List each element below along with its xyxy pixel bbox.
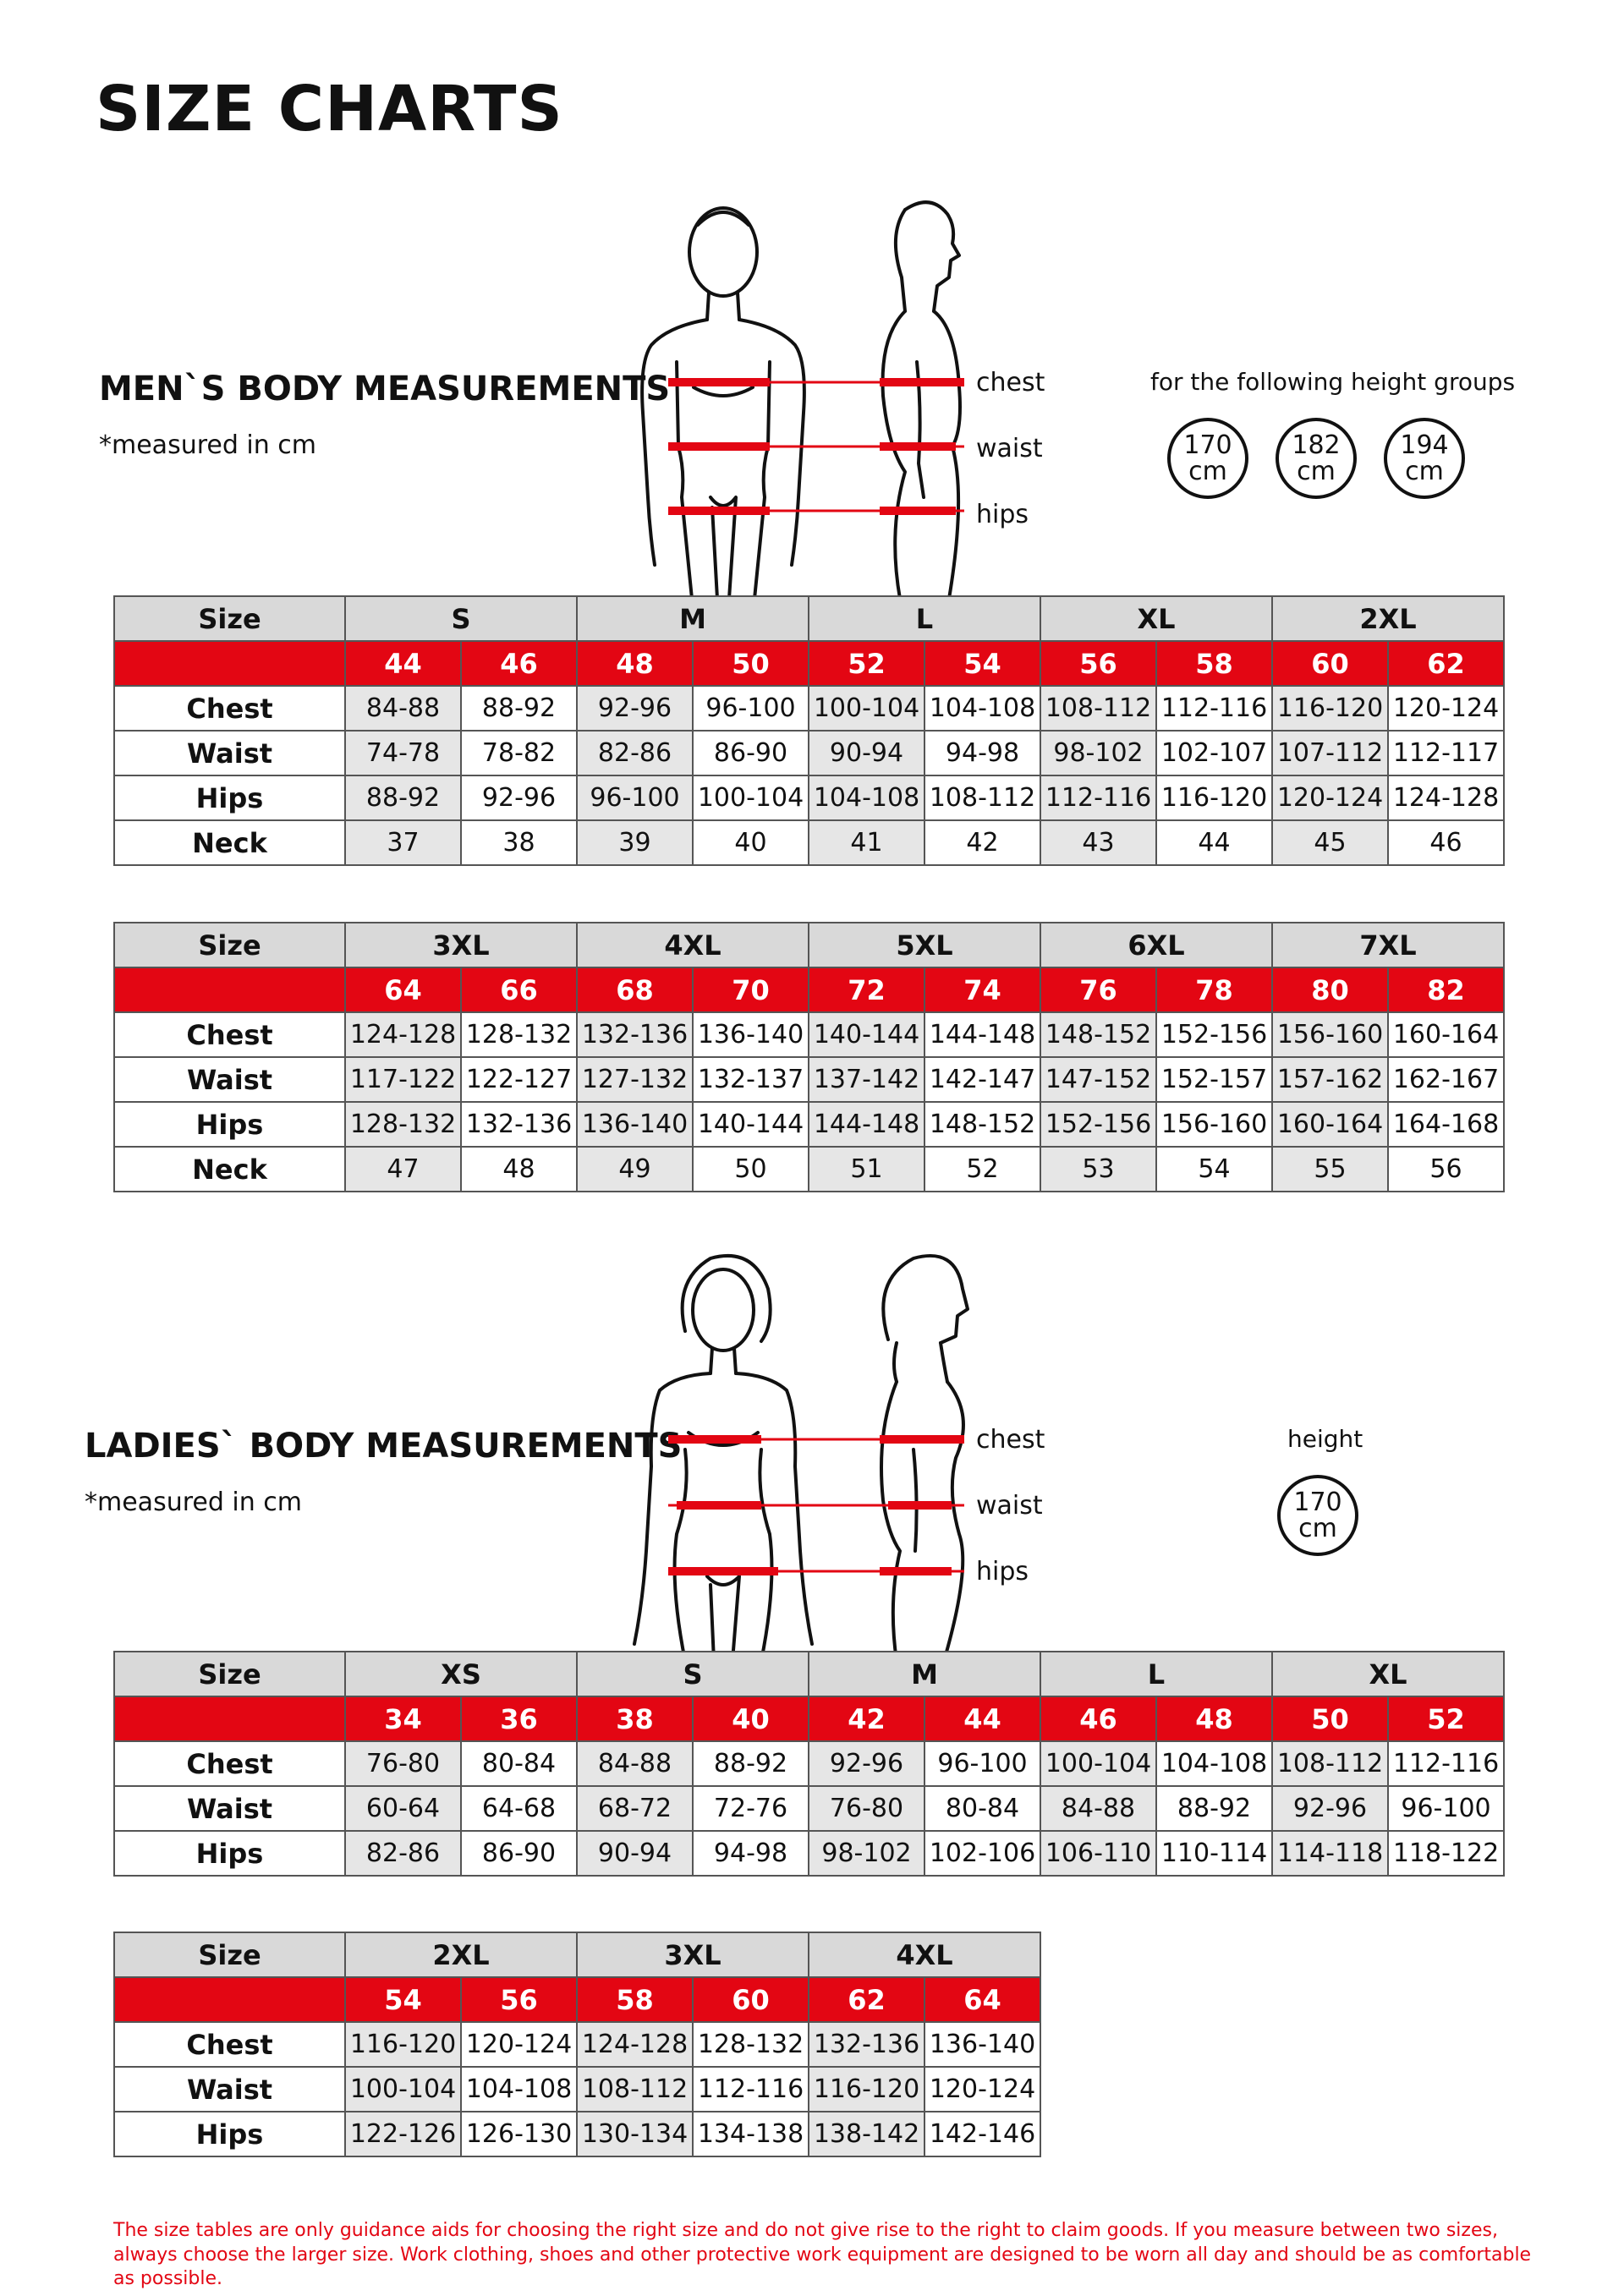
measurement-label: Chest [114,2022,345,2067]
size-number: 54 [924,641,1040,686]
height-badge [1277,1475,1358,1556]
size-group-header: 3XL [345,923,577,967]
size-number: 58 [577,1977,693,2022]
measurement-value: 148-152 [1040,1012,1156,1057]
size-group-header: 4XL [577,923,809,967]
measurement-value: 112-116 [1156,686,1272,731]
height-unit: cm [1297,457,1336,486]
measurement-label: Hips [114,1102,345,1147]
measurement-value: 136-140 [693,1012,809,1057]
measurement-value: 90-94 [577,1831,693,1876]
measurement-value: 124-128 [345,1012,461,1057]
measurement-value: 42 [924,820,1040,865]
measurement-value: 160-164 [1388,1012,1504,1057]
height-unit: cm [1405,457,1444,486]
measurement-value: 72-76 [693,1786,809,1831]
size-group-header: XL [1272,1652,1504,1696]
table-row [114,686,1504,731]
measurement-value: 84-88 [345,686,461,731]
measurement-value: 157-162 [1272,1057,1388,1102]
size-number: 54 [345,1977,461,2022]
measurement-value: 152-156 [1040,1102,1156,1147]
measurement-value: 112-116 [1388,1741,1504,1786]
size-number: 38 [577,1696,693,1741]
measurement-value: 164-168 [1388,1102,1504,1147]
size-group-header: L [809,596,1040,641]
height-value: 194 [1400,430,1449,460]
measurement-value: 100-104 [1040,1741,1156,1786]
size-number: 48 [577,641,693,686]
measurement-value: 117-122 [345,1057,461,1102]
measurement-value: 104-108 [1156,1741,1272,1786]
height-value: 170 [1293,1487,1342,1517]
size-number: 80 [1272,967,1388,1012]
measurement-value: 46 [1388,820,1504,865]
size-table [113,1932,1041,2157]
table-row [114,820,1504,865]
measurement-value: 92-96 [461,775,577,820]
measurement-value: 48 [461,1147,577,1192]
size-group-header: S [577,1652,809,1696]
table-row [114,2022,1040,2067]
size-group-header: M [577,596,809,641]
measurement-value: 140-144 [809,1012,924,1057]
measurement-label: Waist [114,2067,345,2112]
men-waist-label: waist [976,434,1043,463]
table-row [114,1057,1504,1102]
measurement-value: 142-146 [924,2112,1040,2156]
size-number: 34 [345,1696,461,1741]
measurement-value: 55 [1272,1147,1388,1192]
measurement-value: 108-112 [577,2067,693,2112]
size-header-label: Size [114,1932,345,1977]
measurement-value: 92-96 [1272,1786,1388,1831]
size-number: 64 [345,967,461,1012]
size-group-header: 3XL [577,1932,809,1977]
measurement-value: 160-164 [1272,1102,1388,1147]
measurement-value: 88-92 [461,686,577,731]
measurement-value: 84-88 [1040,1786,1156,1831]
measurement-value: 80-84 [924,1786,1040,1831]
measurement-value: 120-124 [1272,775,1388,820]
size-number: 48 [1156,1696,1272,1741]
table-row [114,1147,1504,1192]
measurement-value: 60-64 [345,1786,461,1831]
measurement-value: 82-86 [577,731,693,775]
measurement-value: 100-104 [693,775,809,820]
measurement-value: 122-127 [461,1057,577,1102]
ladies-measured-note: *measured in cm [85,1488,303,1517]
size-number: 76 [1040,967,1156,1012]
size-number: 56 [1040,641,1156,686]
measurement-label: Hips [114,2112,345,2156]
ladies-waist-label: waist [976,1491,1043,1521]
ladies-chest-label: chest [976,1425,1045,1455]
men-height-groups-title: for the following height groups [1150,368,1516,396]
measurement-value: 100-104 [345,2067,461,2112]
measurement-label: Waist [114,731,345,775]
measurement-value: 104-108 [809,775,924,820]
height-value: 170 [1183,430,1232,460]
table-row [114,1831,1504,1876]
size-number: 50 [693,641,809,686]
measurement-label: Hips [114,775,345,820]
measurement-value: 116-120 [809,2067,924,2112]
measurement-value: 76-80 [809,1786,924,1831]
measurement-value: 116-120 [1272,686,1388,731]
measurement-value: 96-100 [1388,1786,1504,1831]
page-title: SIZE CHARTS [96,73,563,145]
measurement-value: 136-140 [577,1102,693,1147]
size-group-header: 4XL [809,1932,1040,1977]
table-row [114,1786,1504,1831]
measurement-value: 128-132 [461,1012,577,1057]
measurement-label: Hips [114,1831,345,1876]
size-number: 68 [577,967,693,1012]
measurement-value: 37 [345,820,461,865]
measurement-value: 94-98 [693,1831,809,1876]
measurement-value: 162-167 [1388,1057,1504,1102]
measurement-value: 120-124 [924,2067,1040,2112]
measurement-value: 118-122 [1388,1831,1504,1876]
measurement-value: 128-132 [693,2022,809,2067]
measurement-label: Neck [114,820,345,865]
size-group-header: XS [345,1652,577,1696]
measurement-value: 94-98 [924,731,1040,775]
measurement-value: 108-112 [924,775,1040,820]
size-number: 44 [924,1696,1040,1741]
measurement-value: 142-147 [924,1057,1040,1102]
measurement-label: Waist [114,1057,345,1102]
measurement-value: 120-124 [1388,686,1504,731]
size-number: 70 [693,967,809,1012]
measurement-value: 88-92 [693,1741,809,1786]
measurement-value: 140-144 [693,1102,809,1147]
size-group-header: M [809,1652,1040,1696]
height-value: 182 [1292,430,1341,460]
measurement-value: 88-92 [1156,1786,1272,1831]
measurement-value: 39 [577,820,693,865]
measurement-value: 138-142 [809,2112,924,2156]
measurement-label: Chest [114,1741,345,1786]
measurement-value: 108-112 [1272,1741,1388,1786]
measurement-value: 44 [1156,820,1272,865]
measurement-value: 132-136 [809,2022,924,2067]
size-number: 50 [1272,1696,1388,1741]
measurement-value: 137-142 [809,1057,924,1102]
measurement-value: 148-152 [924,1102,1040,1147]
measurement-value: 128-132 [345,1102,461,1147]
measurement-value: 114-118 [1272,1831,1388,1876]
height-unit: cm [1298,1514,1337,1543]
table-row [114,2067,1040,2112]
measurement-value: 132-137 [693,1057,809,1102]
measurement-value: 40 [693,820,809,865]
size-group-header: 5XL [809,923,1040,967]
table-row [114,1741,1504,1786]
size-group-header: 6XL [1040,923,1272,967]
size-number: 36 [461,1696,577,1741]
measurement-value: 152-157 [1156,1057,1272,1102]
measurement-value: 107-112 [1272,731,1388,775]
measurement-value: 49 [577,1147,693,1192]
measurement-value: 120-124 [461,2022,577,2067]
measurement-value: 127-132 [577,1057,693,1102]
measurement-value: 96-100 [693,686,809,731]
measurement-value: 45 [1272,820,1388,865]
measurement-value: 64-68 [461,1786,577,1831]
measurement-value: 90-94 [809,731,924,775]
height-unit: cm [1188,457,1227,486]
measurement-value: 47 [345,1147,461,1192]
size-group-header: XL [1040,596,1272,641]
size-number-spacer [114,641,345,686]
measurement-value: 92-96 [577,686,693,731]
measurement-value: 122-126 [345,2112,461,2156]
measurement-value: 152-156 [1156,1012,1272,1057]
size-number: 82 [1388,967,1504,1012]
measurement-value: 56 [1388,1147,1504,1192]
measurement-value: 80-84 [461,1741,577,1786]
height-badge [1276,418,1357,499]
measurement-value: 38 [461,820,577,865]
size-number: 56 [461,1977,577,2022]
measurement-value: 82-86 [345,1831,461,1876]
measurement-value: 116-120 [1156,775,1272,820]
size-number: 46 [461,641,577,686]
men-section-title: MEN`S BODY MEASUREMENTS [99,370,671,408]
men-measured-note: *measured in cm [99,430,317,460]
size-number: 66 [461,967,577,1012]
measurement-value: 53 [1040,1147,1156,1192]
measurement-value: 96-100 [577,775,693,820]
measurement-value: 52 [924,1147,1040,1192]
size-number-spacer [114,1977,345,2022]
height-badge [1167,418,1248,499]
size-header-label: Size [114,596,345,641]
size-number: 52 [809,641,924,686]
measurement-value: 98-102 [809,1831,924,1876]
measurement-value: 144-148 [809,1102,924,1147]
measurement-value: 104-108 [461,2067,577,2112]
measurement-value: 116-120 [345,2022,461,2067]
measurement-value: 110-114 [1156,1831,1272,1876]
measurement-value: 130-134 [577,2112,693,2156]
table-row [114,1102,1504,1147]
size-header-label: Size [114,1652,345,1696]
table-row [114,1012,1504,1057]
measurement-value: 88-92 [345,775,461,820]
measurement-value: 84-88 [577,1741,693,1786]
men-measure-lines [668,372,964,524]
measurement-value: 98-102 [1040,731,1156,775]
size-number-spacer [114,1696,345,1741]
size-group-header: 7XL [1272,923,1504,967]
size-number: 46 [1040,1696,1156,1741]
size-number: 62 [1388,641,1504,686]
size-number: 58 [1156,641,1272,686]
measurement-value: 41 [809,820,924,865]
measurement-value: 50 [693,1147,809,1192]
size-number: 60 [1272,641,1388,686]
measurement-value: 156-160 [1272,1012,1388,1057]
measurement-value: 112-117 [1388,731,1504,775]
size-number: 64 [924,1977,1040,2022]
measurement-label: Chest [114,686,345,731]
men-chest-label: chest [976,368,1045,397]
size-group-header: L [1040,1652,1272,1696]
measurement-value: 68-72 [577,1786,693,1831]
measurement-value: 102-107 [1156,731,1272,775]
size-number: 40 [693,1696,809,1741]
measurement-value: 147-152 [1040,1057,1156,1102]
ladies-measure-lines [668,1429,964,1581]
table-row [114,2112,1040,2156]
size-header-label: Size [114,923,345,967]
size-number: 60 [693,1977,809,2022]
table-row [114,775,1504,820]
measurement-value: 144-148 [924,1012,1040,1057]
ladies-height-title: height [1287,1425,1363,1453]
size-number: 72 [809,967,924,1012]
size-table [113,595,1505,866]
measurement-value: 92-96 [809,1741,924,1786]
men-hips-label: hips [976,500,1029,529]
measurement-label: Chest [114,1012,345,1057]
size-number: 44 [345,641,461,686]
measurement-value: 100-104 [809,686,924,731]
measurement-value: 136-140 [924,2022,1040,2067]
measurement-value: 102-106 [924,1831,1040,1876]
measurement-value: 112-116 [693,2067,809,2112]
measurement-value: 124-128 [577,2022,693,2067]
size-number-spacer [114,967,345,1012]
measurement-value: 156-160 [1156,1102,1272,1147]
size-group-header: 2XL [1272,596,1504,641]
size-number: 62 [809,1977,924,2022]
ladies-hips-label: hips [976,1557,1029,1586]
measurement-value: 86-90 [461,1831,577,1876]
measurement-value: 108-112 [1040,686,1156,731]
measurement-label: Neck [114,1147,345,1192]
measurement-value: 43 [1040,820,1156,865]
disclaimer-note: The size tables are only guidance aids for choosing the right size and do not give rise to the right to claim goods. If you measure between two sizes, always choose the larger size. Work clothing, shoes and other protective work equipment are designed to be worn all day and should be as comfortable as possible. [113,2220,1532,2290]
measurement-value: 134-138 [693,2112,809,2156]
size-number: 52 [1388,1696,1504,1741]
measurement-value: 76-80 [345,1741,461,1786]
size-group-header: S [345,596,577,641]
size-number: 78 [1156,967,1272,1012]
size-group-header: 2XL [345,1932,577,1977]
measurement-label: Waist [114,1786,345,1831]
measurement-value: 86-90 [693,731,809,775]
measurement-value: 78-82 [461,731,577,775]
measurement-value: 126-130 [461,2112,577,2156]
measurement-value: 51 [809,1147,924,1192]
measurement-value: 54 [1156,1147,1272,1192]
measurement-value: 112-116 [1040,775,1156,820]
measurement-value: 106-110 [1040,1831,1156,1876]
size-number: 42 [809,1696,924,1741]
measurement-value: 132-136 [461,1102,577,1147]
size-number: 74 [924,967,1040,1012]
measurement-value: 132-136 [577,1012,693,1057]
height-badge [1384,418,1465,499]
size-table [113,1651,1505,1877]
measurement-value: 124-128 [1388,775,1504,820]
measurement-value: 74-78 [345,731,461,775]
ladies-section-title: LADIES` BODY MEASUREMENTS [85,1427,683,1466]
measurement-value: 104-108 [924,686,1040,731]
size-table [113,922,1505,1192]
measurement-value: 96-100 [924,1741,1040,1786]
table-row [114,731,1504,775]
